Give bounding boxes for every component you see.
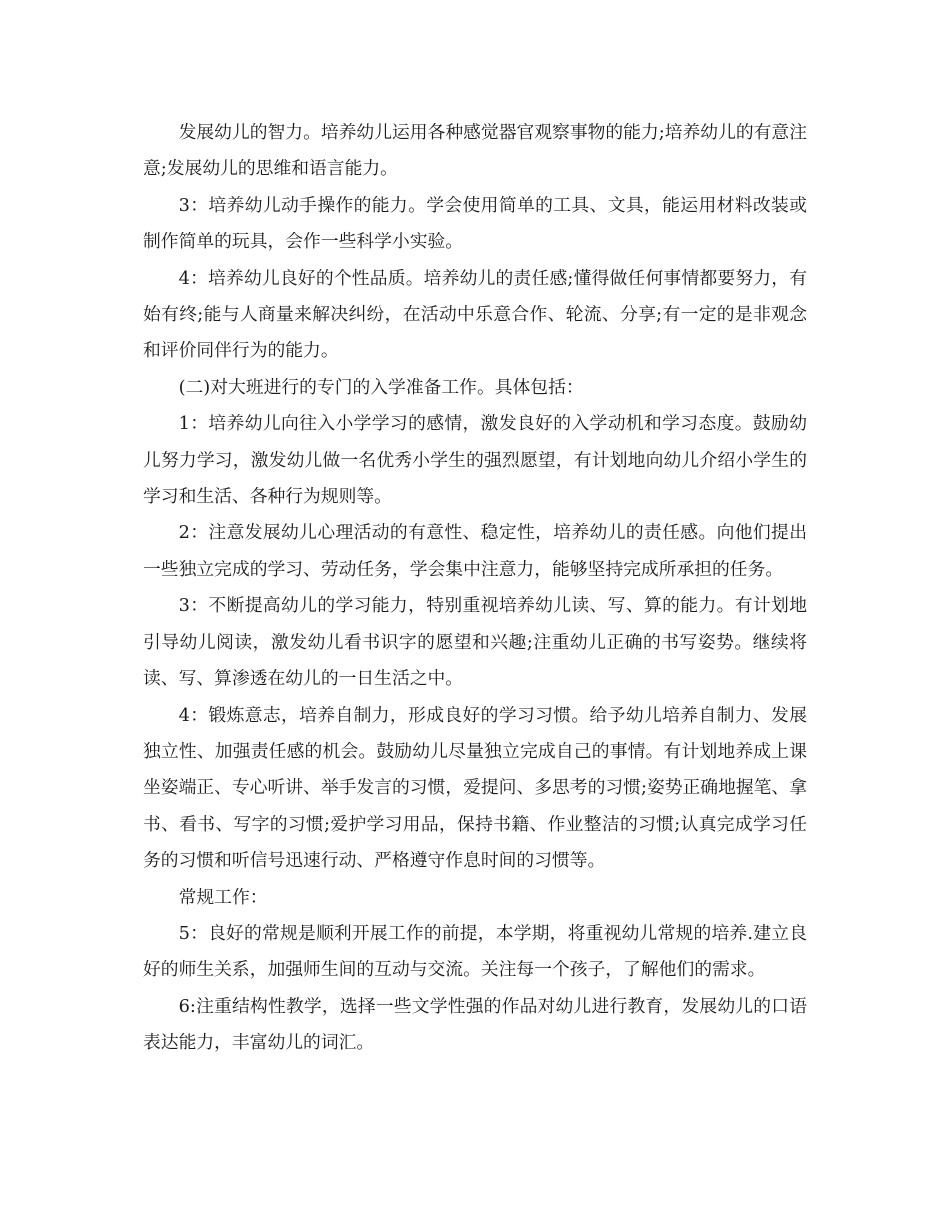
paragraph-intelligence: 发展幼儿的智力。培养幼儿运用各种感觉器官观察事物的能力;培养幼儿的有意注意;发展幼儿的思维和语言能力。	[143, 122, 807, 180]
paragraph-item-3-hands-on: 3：培养幼儿动手操作的能力。学会使用简单的工具、文具，能运用材料改装或制作简单的玩具，会作一些科学小实验。	[143, 194, 807, 253]
section-heading-routine-work: 常规工作：	[178, 886, 268, 908]
paragraph-item-4-personality: 4：培养幼儿良好的个性品质。培养幼儿的责任感;懂得做任何事情都要努力，有始有终;能与人商量来解决纠纷，在活动中乐意合作、轮流、分享;有一定的是非观念和评价同伴行为的能力。	[143, 267, 807, 362]
section-heading-school-preparation: (二)对大班进行的专门的入学准备工作。具体包括：	[178, 376, 584, 398]
paragraph-item-3-learning-ability: 3：不断提高幼儿的学习能力，特别重视培养幼儿读、写、算的能力。有计划地引导幼儿阅读，激发幼儿看书识字的愿望和兴趣;注重幼儿正确的书写姿势。继续将读、写、算渗透在幼儿的一日生活之中。	[143, 595, 807, 690]
document-body	[143, 115, 807, 1062]
paragraph-item-6-structured-teaching: 6:注重结构性教学，选择一些文学性强的作品对幼儿进行教育，发展幼儿的口语表达能力，丰富幼儿的词汇。	[143, 995, 807, 1054]
paragraph-item-2-attention: 2：注意发展幼儿心理活动的有意性、稳定性，培养幼儿的责任感。向他们提出一些独立完成的学习、劳动任务，学会集中注意力，能够坚持完成所承担的任务。	[143, 522, 807, 580]
paragraph-item-1-school-interest: 1：培养幼儿向往入小学学习的感情，激发良好的入学动机和学习态度。鼓励幼儿努力学习，激发幼儿做一名优秀小学生的强烈愿望，有计划地向幼儿介绍小学生的学习和生活、各种行为规则等。	[143, 413, 807, 508]
paragraph-item-5-routine: 5：良好的常规是顺利开展工作的前提，本学期，将重视幼儿常规的培养.建立良好的师生关系，加强师生间的互动与交流。关注每一个孩子，了解他们的需求。	[143, 922, 807, 981]
paragraph-item-4-willpower: 4：锻炼意志，培养自制力，形成良好的学习习惯。给予幼儿培养自制力、发展独立性、加强责任感的机会。鼓励幼儿尽量独立完成自己的事情。有计划地养成上课坐姿端正、专心听讲、举手发言的习惯，爱提问、多思考的习惯;姿势正确地握笔、拿书、看书、写字的习惯;爱护学习用品，保持书籍、作业整洁的习惯;认真完成学习任务的习惯和听信号迅速行动、严格遵守作息时间的习惯等。	[143, 704, 807, 872]
